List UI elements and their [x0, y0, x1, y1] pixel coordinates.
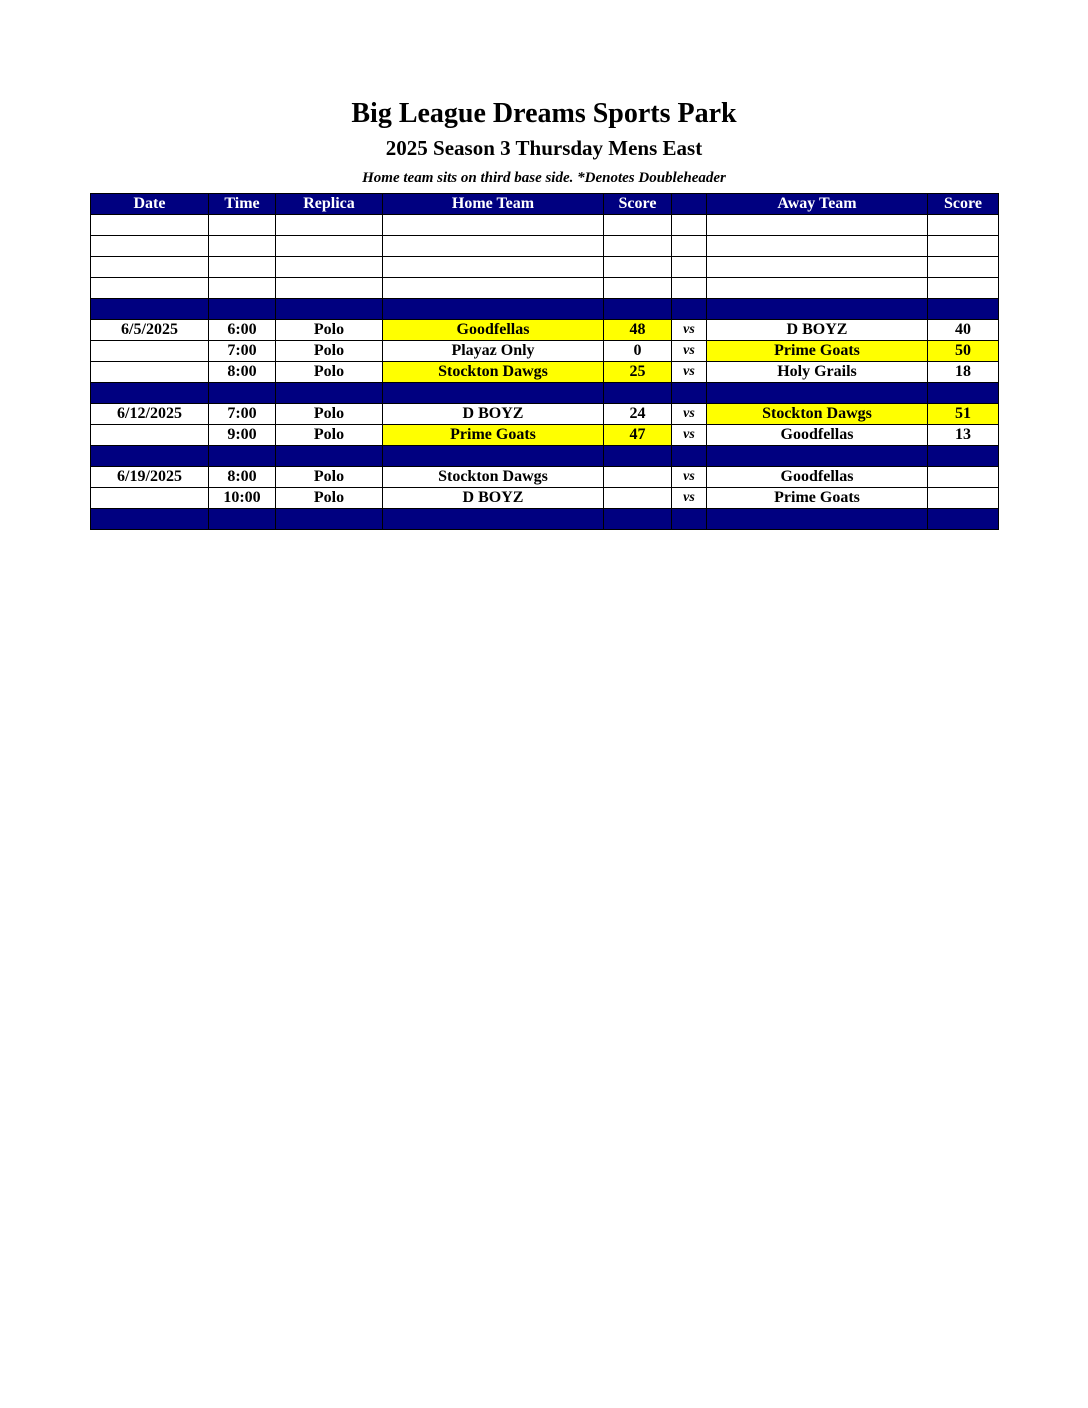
date-cell	[91, 383, 209, 404]
home-team-cell	[383, 446, 604, 467]
away-score-cell	[928, 278, 999, 299]
away-team-cell	[707, 383, 928, 404]
replica-cell	[276, 257, 383, 278]
home-score-cell	[604, 236, 672, 257]
away-team-cell: Holy Grails	[707, 362, 928, 383]
vs-cell	[672, 299, 707, 320]
away-score-cell: 50	[928, 341, 999, 362]
home-team-cell: D BOYZ	[383, 488, 604, 509]
home-team-cell	[383, 236, 604, 257]
home-score-cell	[604, 509, 672, 530]
game-row	[91, 341, 999, 362]
away-score-cell	[928, 299, 999, 320]
replica-cell	[276, 278, 383, 299]
replica-cell: Polo	[276, 425, 383, 446]
away-score-cell	[928, 446, 999, 467]
replica-cell: Polo	[276, 404, 383, 425]
away-score-cell	[928, 467, 999, 488]
game-row	[91, 425, 999, 446]
column-header-vs	[672, 194, 707, 215]
away-team-cell	[707, 509, 928, 530]
home-score-cell: 24	[604, 404, 672, 425]
vs-cell	[672, 236, 707, 257]
date-cell	[91, 509, 209, 530]
home-score-cell	[604, 278, 672, 299]
home-score-cell: 0	[604, 341, 672, 362]
time-cell	[209, 236, 276, 257]
home-team-cell	[383, 383, 604, 404]
replica-cell	[276, 215, 383, 236]
replica-cell	[276, 383, 383, 404]
replica-cell	[276, 299, 383, 320]
home-team-cell	[383, 257, 604, 278]
time-cell: 8:00	[209, 467, 276, 488]
away-team-cell	[707, 236, 928, 257]
replica-cell	[276, 509, 383, 530]
away-score-cell	[928, 236, 999, 257]
date-cell: 6/5/2025	[91, 320, 209, 341]
home-team-cell	[383, 278, 604, 299]
schedule-table	[90, 193, 999, 530]
vs-cell	[672, 509, 707, 530]
vs-cell	[672, 257, 707, 278]
separator-row	[91, 383, 999, 404]
page-subtitle: 2025 Season 3 Thursday Mens East	[385, 136, 703, 160]
date-cell	[91, 488, 209, 509]
vs-cell: vs	[672, 467, 707, 488]
vs-cell: vs	[672, 425, 707, 446]
game-row	[91, 467, 999, 488]
away-team-cell: Goodfellas	[707, 467, 928, 488]
time-cell	[209, 509, 276, 530]
column-header-away-score: Score	[928, 194, 999, 215]
blank-row	[91, 278, 999, 299]
home-score-cell	[604, 488, 672, 509]
game-row	[91, 362, 999, 383]
time-cell: 7:00	[209, 341, 276, 362]
home-team-cell: Playaz Only	[383, 341, 604, 362]
home-score-cell	[604, 446, 672, 467]
date-cell	[91, 341, 209, 362]
separator-row	[91, 299, 999, 320]
column-header-time: Time	[209, 194, 276, 215]
away-team-cell: Stockton Dawgs	[707, 404, 928, 425]
home-score-cell: 48	[604, 320, 672, 341]
vs-cell: vs	[672, 362, 707, 383]
date-cell	[91, 278, 209, 299]
table-header-row	[91, 194, 999, 215]
game-row	[91, 320, 999, 341]
home-score-cell: 25	[604, 362, 672, 383]
time-cell: 7:00	[209, 404, 276, 425]
replica-cell: Polo	[276, 341, 383, 362]
home-team-cell: Stockton Dawgs	[383, 467, 604, 488]
date-cell: 6/19/2025	[91, 467, 209, 488]
time-cell	[209, 278, 276, 299]
home-team-cell: Goodfellas	[383, 320, 604, 341]
time-cell: 6:00	[209, 320, 276, 341]
replica-cell	[276, 446, 383, 467]
home-team-cell	[383, 215, 604, 236]
vs-cell	[672, 383, 707, 404]
column-header-away-team: Away Team	[707, 194, 928, 215]
time-cell: 8:00	[209, 362, 276, 383]
away-score-cell: 40	[928, 320, 999, 341]
home-score-cell	[604, 215, 672, 236]
vs-cell	[672, 278, 707, 299]
away-team-cell	[707, 299, 928, 320]
vs-cell: vs	[672, 404, 707, 425]
game-row	[91, 404, 999, 425]
date-cell	[91, 446, 209, 467]
date-cell	[91, 215, 209, 236]
away-score-cell	[928, 215, 999, 236]
schedule-note: Home team sits on third base side. *Denotes Doubleheader	[362, 170, 726, 186]
home-score-cell	[604, 383, 672, 404]
home-score-cell	[604, 467, 672, 488]
home-team-cell	[383, 509, 604, 530]
time-cell	[209, 215, 276, 236]
replica-cell: Polo	[276, 488, 383, 509]
away-score-cell: 13	[928, 425, 999, 446]
home-score-cell	[604, 299, 672, 320]
time-cell: 10:00	[209, 488, 276, 509]
replica-cell: Polo	[276, 320, 383, 341]
time-cell	[209, 383, 276, 404]
column-header-date: Date	[91, 194, 209, 215]
column-header-home-score: Score	[604, 194, 672, 215]
time-cell	[209, 299, 276, 320]
time-cell	[209, 257, 276, 278]
away-team-cell	[707, 446, 928, 467]
home-score-cell	[604, 257, 672, 278]
date-cell	[91, 257, 209, 278]
vs-cell	[672, 215, 707, 236]
vs-cell	[672, 446, 707, 467]
date-cell	[91, 362, 209, 383]
column-header-home-team: Home Team	[383, 194, 604, 215]
away-team-cell: Prime Goats	[707, 488, 928, 509]
replica-cell	[276, 236, 383, 257]
away-score-cell	[928, 488, 999, 509]
replica-cell: Polo	[276, 362, 383, 383]
vs-cell: vs	[672, 320, 707, 341]
time-cell	[209, 446, 276, 467]
home-team-cell: Stockton Dawgs	[383, 362, 604, 383]
away-score-cell	[928, 257, 999, 278]
column-header-replica: Replica	[276, 194, 383, 215]
away-team-cell	[707, 278, 928, 299]
home-team-cell: D BOYZ	[383, 404, 604, 425]
away-team-cell	[707, 215, 928, 236]
away-score-cell: 51	[928, 404, 999, 425]
date-cell	[91, 236, 209, 257]
separator-row	[91, 446, 999, 467]
separator-row	[91, 509, 999, 530]
page-title: Big League Dreams Sports Park	[351, 98, 737, 129]
away-score-cell: 18	[928, 362, 999, 383]
home-score-cell: 47	[604, 425, 672, 446]
away-team-cell: Prime Goats	[707, 341, 928, 362]
replica-cell: Polo	[276, 467, 383, 488]
schedule-body	[91, 215, 999, 530]
date-cell: 6/12/2025	[91, 404, 209, 425]
blank-row	[91, 215, 999, 236]
blank-row	[91, 236, 999, 257]
date-cell	[91, 299, 209, 320]
home-team-cell: Prime Goats	[383, 425, 604, 446]
away-team-cell: Goodfellas	[707, 425, 928, 446]
time-cell: 9:00	[209, 425, 276, 446]
away-team-cell: D BOYZ	[707, 320, 928, 341]
game-row	[91, 488, 999, 509]
vs-cell: vs	[672, 488, 707, 509]
vs-cell: vs	[672, 341, 707, 362]
away-team-cell	[707, 257, 928, 278]
home-team-cell	[383, 299, 604, 320]
blank-row	[91, 257, 999, 278]
away-score-cell	[928, 509, 999, 530]
date-cell	[91, 425, 209, 446]
away-score-cell	[928, 383, 999, 404]
